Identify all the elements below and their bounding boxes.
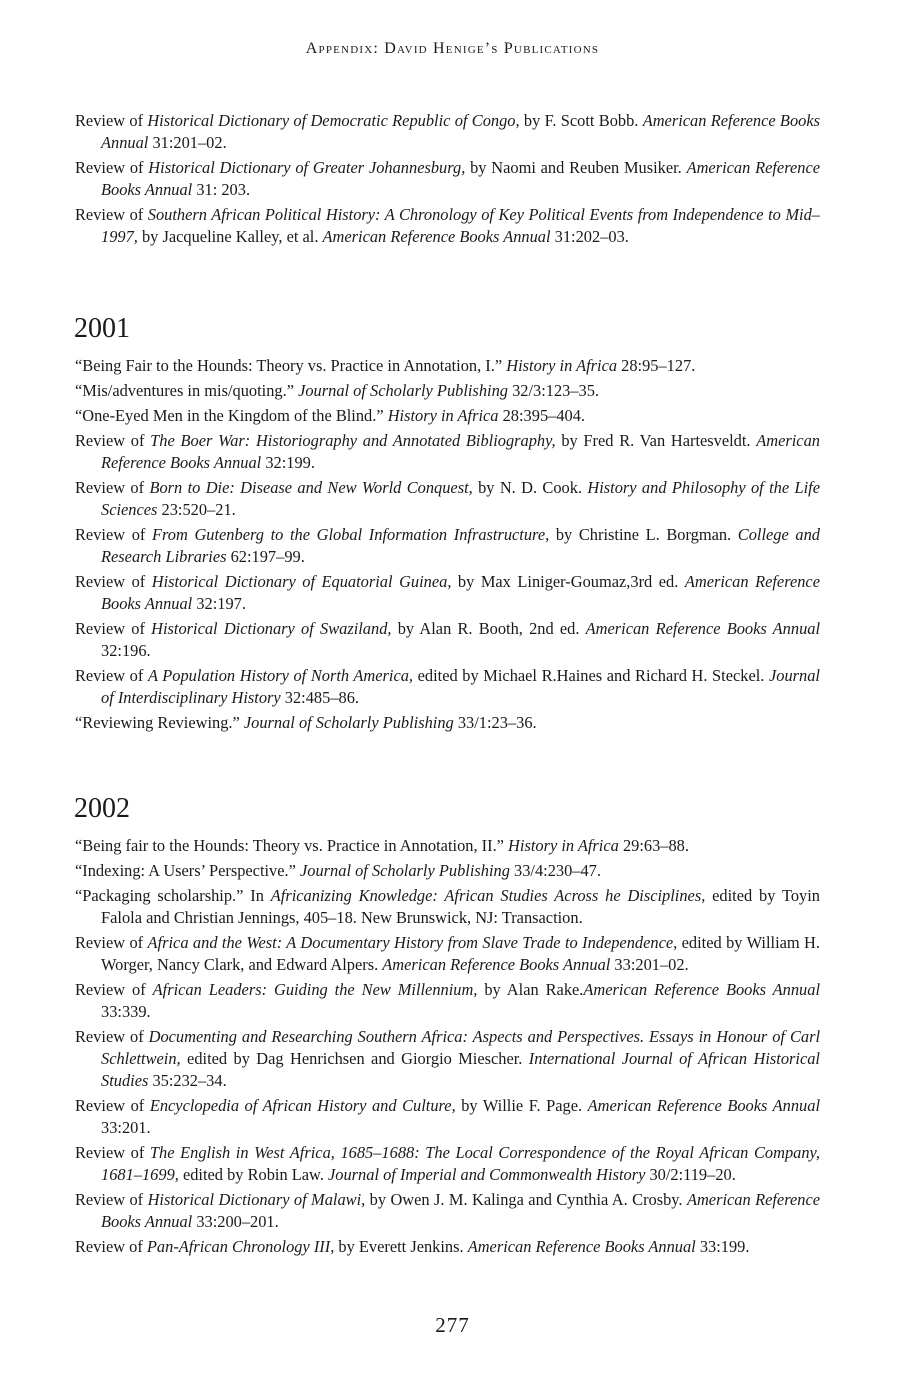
entry-list — [75, 835, 820, 1258]
entry-text: 28:395–404. — [498, 406, 586, 425]
entry-text: Review of — [75, 478, 150, 497]
bibliography-entry — [75, 1236, 820, 1258]
entry-text: by Owen J. M. Kalinga and Cynthia A. Crosby. — [365, 1190, 687, 1209]
entry-text: Review of — [75, 933, 148, 952]
entry-text: by Christine L. Borgman. — [549, 525, 738, 544]
entry-text: by Fred R. Van Hartesveldt. — [555, 431, 757, 450]
bibliography-entry — [75, 405, 820, 427]
entry-text: 23:520–21. — [157, 500, 236, 519]
bibliography-entry — [75, 157, 820, 201]
entry-title-italic: American Reference Books Annual — [101, 431, 820, 472]
entry-text: “One-Eyed Men in the Kingdom of the Blind.” — [75, 406, 388, 425]
entry-title-italic: Historical Dictionary of Malawi, — [147, 1190, 366, 1209]
entry-title-italic: American Reference Books Annual — [101, 158, 820, 199]
entry-text: 31:202–03. — [550, 227, 629, 246]
entry-title-italic: Southern African Political History: A Chronology of Key Political Events from Independence to Mid–1997, — [101, 205, 820, 246]
entry-title-italic: From Gutenberg to the Global Information Infrastructure, — [152, 525, 550, 544]
bibliography-entry — [75, 204, 820, 248]
entry-title-italic: History in Africa — [508, 836, 619, 855]
entry-text: by Alan R. Booth, 2nd ed. — [391, 619, 586, 638]
entry-text: Review of — [75, 572, 152, 591]
entry-text: 29:63–88. — [618, 836, 689, 855]
entry-title-italic: Journal of Scholarly Publishing — [243, 713, 454, 732]
entry-text: 30/2:119–20. — [645, 1165, 736, 1184]
entry-title-italic: American Reference Books Annual — [101, 1190, 820, 1231]
entry-text: by Alan Rake. — [477, 980, 584, 999]
bibliography-entry — [75, 835, 820, 857]
entry-text: 33/1:23–36. — [453, 713, 537, 732]
entry-title-italic: Journal of Scholarly Publishing — [298, 381, 508, 400]
entry-text: by Jacqueline Kalley, et al. — [137, 227, 323, 246]
bibliography-entry — [75, 477, 820, 521]
bibliography-entry — [75, 110, 820, 154]
entry-title-italic: Africa and the West: A Documentary History from Slave Trade to Independence — [147, 933, 674, 952]
entry-text: “Indexing: A Users’ Perspective.” — [75, 861, 301, 880]
entry-title-italic: The Boer War: Historiography and Annotated Bibliography, — [150, 431, 556, 450]
entry-text: 31:201–02. — [148, 133, 227, 152]
entry-text: 33:339. — [101, 1002, 151, 1021]
entry-text: “Packaging scholarship.” In — [75, 886, 271, 905]
entry-text: by Naomi and Reuben Musiker. — [465, 158, 687, 177]
entry-text: 35:232–34. — [148, 1071, 227, 1090]
entry-title-italic: Historical Dictionary of Democratic Republic of Congo, — [147, 111, 520, 130]
entry-text: 28:95–127. — [617, 356, 696, 375]
entry-text: 32:199. — [261, 453, 315, 472]
entry-title-italic: College and Research Libraries — [101, 525, 821, 566]
entry-text: edited by Robin Law. — [178, 1165, 329, 1184]
entry-text: 62:197–99. — [226, 547, 305, 566]
entry-text: 32:197. — [192, 594, 246, 613]
running-head: Appendix: David Henige’s Publications — [305, 40, 600, 57]
entry-title-italic: Born to Die: Disease and New World Conquest, — [149, 478, 473, 497]
entry-title-italic: American Reference Books Annual — [587, 1096, 820, 1115]
entry-text: 32:485–86. — [280, 688, 359, 707]
entry-title-italic: Pan-African Chronology III, — [146, 1237, 335, 1256]
year-heading: 2001 — [74, 313, 130, 344]
bibliography-entry — [75, 571, 820, 615]
bibliography-entry — [75, 618, 820, 662]
entry-title-italic: Historical Dictionary of Equatorial Guinea, — [151, 572, 452, 591]
entry-text: by Max Liniger-Goumaz,3rd ed. — [451, 572, 685, 591]
entry-text: 32/3:123–35. — [507, 381, 600, 400]
bibliography-entry — [75, 380, 820, 402]
bibliography-entry — [75, 665, 820, 709]
entry-title-italic: Documenting and Researching Southern Africa: Aspects and Perspectives. Essays in Honour of Carl Schlettwein, — [101, 1027, 820, 1068]
entry-text: Review of — [75, 1027, 149, 1046]
entry-title-italic: American Reference Books Annual — [583, 980, 821, 999]
entry-list — [75, 355, 820, 734]
entry-title-italic: American Reference Books Annual — [101, 111, 820, 152]
entry-text: Review of — [75, 111, 148, 130]
entry-text: Review of — [75, 980, 153, 999]
entry-title-italic: History in Africa — [506, 356, 618, 375]
entry-title-italic: American Reference Books Annual — [585, 619, 821, 638]
entry-text: 33/4:230–47. — [509, 861, 601, 880]
entry-text: Review of — [75, 525, 152, 544]
entry-text: by Willie F. Page. — [455, 1096, 588, 1115]
entry-text: 33:200–201. — [192, 1212, 279, 1231]
entry-title-italic: Africanizing Knowledge: African Studies Across he Disciplines, — [270, 886, 706, 905]
bibliography-entry — [75, 1095, 820, 1139]
entry-text: Review of — [75, 1143, 150, 1162]
entry-title-italic: Journal of Interdisciplinary History — [101, 666, 820, 707]
entry-text: edited by Michael R.Haines and Richard H. Steckel. — [413, 666, 769, 685]
section-2002 — [75, 793, 820, 1261]
entry-text: Review of — [75, 1096, 150, 1115]
entry-title-italic: American Reference Books Annual — [382, 955, 611, 974]
entry-text: Review of — [75, 1190, 148, 1209]
bibliography-entry — [75, 932, 820, 976]
bibliography-entry — [75, 979, 820, 1023]
entry-text: by N. D. Cook. — [472, 478, 588, 497]
entry-title-italic: A Population History of North America, — [147, 666, 414, 685]
section-2001 — [75, 313, 820, 737]
entry-title-italic: International Journal of African Historical Studies — [101, 1049, 820, 1090]
entry-text: edited by Toyin Falola and Christian Jennings, 405–18. New Brunswick, NJ: Transaction. — [101, 886, 820, 927]
entry-title-italic: History and Philosophy of the Life Sciences — [101, 478, 820, 519]
entry-text: 33:199. — [695, 1237, 750, 1256]
entry-title-italic: History in Africa — [387, 406, 499, 425]
bibliography-entry — [75, 430, 820, 474]
page-number: 277 — [435, 1313, 470, 1337]
bibliography-entry — [75, 524, 820, 568]
entry-title-italic: Historical Dictionary of Swaziland, — [151, 619, 392, 638]
bibliography-entry — [75, 860, 820, 882]
entry-text: 32:196. — [101, 641, 151, 660]
entry-text: “Being Fair to the Hounds: Theory vs. Practice in Annotation, I.” — [75, 356, 507, 375]
entry-text: “Mis/adventures in mis/quoting.” — [75, 381, 299, 400]
entry-text: , edited by William H. Worger, Nancy Clark, and Edward Alpers. — [101, 933, 820, 974]
continued-entries — [75, 110, 820, 251]
bibliography-entry — [75, 1142, 820, 1186]
entry-title-italic: Historical Dictionary of Greater Johannesburg, — [148, 158, 466, 177]
entry-title-italic: Encyclopedia of African History and Culture, — [149, 1096, 456, 1115]
entry-title-italic: African Leaders: Guiding the New Millennium, — [152, 980, 478, 999]
entry-text: 33:201. — [101, 1118, 151, 1137]
entry-text: Review of — [75, 666, 148, 685]
entry-text: Review of — [75, 619, 152, 638]
entry-title-italic: Journal of Scholarly Publishing — [300, 861, 510, 880]
entry-text: Review of — [75, 431, 151, 450]
entry-title-italic: American Reference Books Annual — [101, 572, 820, 613]
bibliography-entry — [75, 1026, 820, 1092]
entry-text: Review of — [75, 158, 149, 177]
entry-title-italic: American Reference Books Annual — [467, 1237, 696, 1256]
entry-text: Review of — [75, 205, 148, 224]
bibliography-entry — [75, 712, 820, 734]
entry-text: “Being fair to the Hounds: Theory vs. Practice in Annotation, II.” — [75, 836, 509, 855]
entry-text: by F. Scott Bobb. — [519, 111, 643, 130]
entry-text: 31: 203. — [192, 180, 251, 199]
bibliography-entry — [75, 1189, 820, 1233]
entry-title-italic: American Reference Books Annual — [322, 227, 551, 246]
year-heading: 2002 — [74, 793, 130, 824]
entry-title-italic: The English in West Africa, 1685–1688: The Local Correspondence of the Royal African Company, 1681–1699, — [101, 1143, 820, 1184]
entry-text: 33:201–02. — [610, 955, 689, 974]
entry-title-italic: Journal of Imperial and Commonwealth History — [328, 1165, 646, 1184]
bibliography-entry — [75, 355, 820, 377]
bibliography-entry — [75, 885, 820, 929]
entry-text: edited by Dag Henrichsen and Giorgio Miescher. — [180, 1049, 529, 1068]
entry-text: by Everett Jenkins. — [334, 1237, 468, 1256]
entry-text: Review of — [75, 1237, 147, 1256]
entry-text: “Reviewing Reviewing.” — [75, 713, 244, 732]
